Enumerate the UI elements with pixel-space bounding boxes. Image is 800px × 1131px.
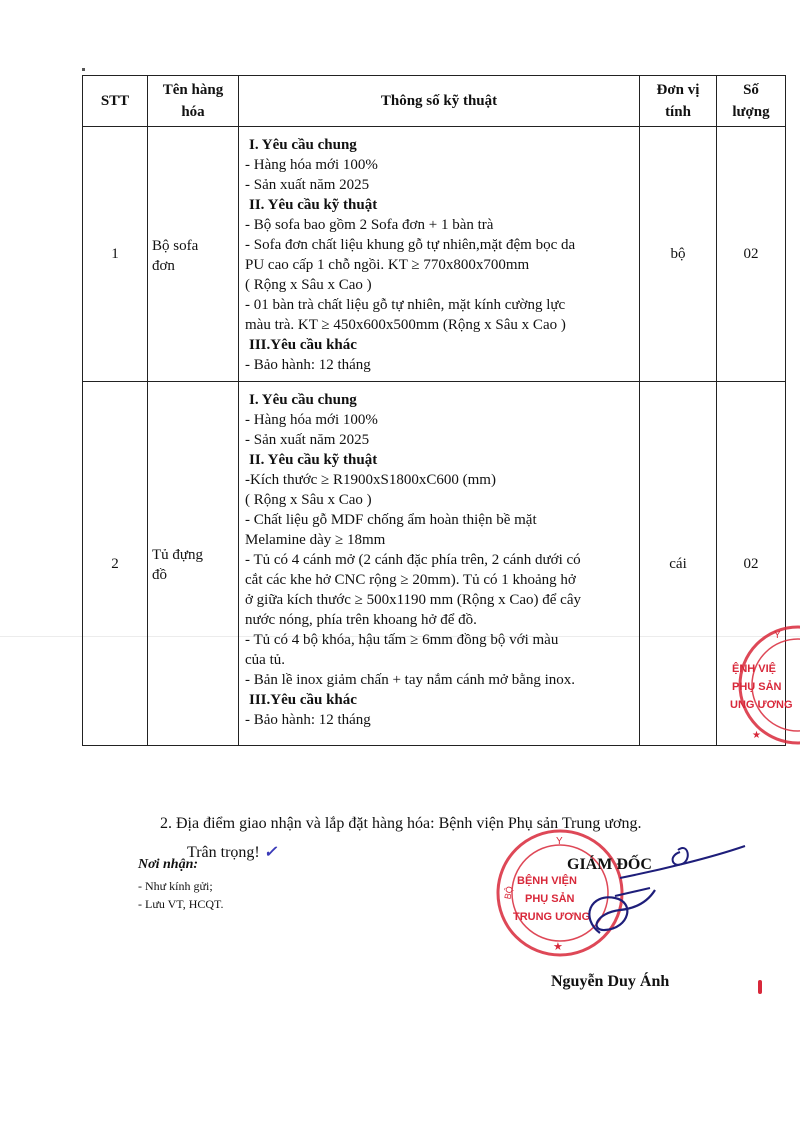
header-qty-line: lượng xyxy=(732,104,770,120)
spec-line: - Tủ có 4 bộ khóa, hậu tấm ≥ 6mm đồng bộ với màu xyxy=(245,632,559,648)
spec-line: PU cao cấp 1 chỗ ngồi. KT ≥ 770x800x700mm xyxy=(245,257,530,273)
delivery-location-note: 2. Địa điểm giao nhận và lắp đặt hàng hóa: Bệnh viện Phụ sản Trung ương. xyxy=(160,815,642,832)
spec-line: màu trà. KT ≥ 450x600x500mm (Rộng x Sâu x Cao ) xyxy=(245,317,566,333)
spec-heading: II. Yêu cầu kỹ thuật xyxy=(249,197,378,213)
spec-heading: III.Yêu cầu khác xyxy=(249,337,357,353)
stamp-text: PHỤ SẢN xyxy=(732,681,782,693)
stamp-star: ★ xyxy=(752,730,761,741)
stamp-text: TRUNG ƯƠNG xyxy=(513,911,591,923)
recipients-list xyxy=(138,877,224,913)
partial-stamp xyxy=(718,620,800,750)
header-qty-line: Số xyxy=(743,82,759,98)
table-header-row xyxy=(83,76,786,127)
recipient-item: - Như kính gửi; xyxy=(138,879,213,893)
row-unit: bộ xyxy=(640,127,717,382)
signer-title: GIÁM ĐỐC xyxy=(567,856,652,873)
spec-line: ( Rộng x Sâu x Cao ) xyxy=(245,492,372,508)
spec-heading: I. Yêu cầu chung xyxy=(249,392,357,408)
spec-line: ở giữa kích thước ≥ 500x1190 mm (Rộng x Cao) để cây xyxy=(245,592,581,608)
stamp-text: Y xyxy=(774,630,781,641)
row-specifications xyxy=(239,127,640,382)
item-name-line: Bộ sofa xyxy=(152,237,199,254)
spec-line: - Bảo hành: 12 tháng xyxy=(245,712,371,728)
spec-line: - 01 bàn trà chất liệu gỗ tự nhiên, mặt kính cường lực xyxy=(245,297,566,313)
signature-icon xyxy=(560,838,750,938)
stamp-star: ★ xyxy=(553,940,563,953)
header-specifications: Thông số kỹ thuật xyxy=(239,76,640,127)
header-item-name-line: Tên hàng xyxy=(162,82,224,98)
row-item-name xyxy=(148,127,239,382)
spec-heading: I. Yêu cầu chung xyxy=(249,137,357,153)
header-unit-line: Đơn vị xyxy=(656,82,700,98)
spec-line: - Bộ sofa bao gồm 2 Sofa đơn + 1 bàn trà xyxy=(245,217,494,233)
row-quantity: 02 xyxy=(717,127,786,382)
header-unit-line: tính xyxy=(665,104,691,120)
header-item-name-line: hóa xyxy=(181,104,205,120)
item-name-line: đồ xyxy=(152,567,167,583)
spec-line: - Chất liệu gỗ MDF chống ẩm hoàn thiện bề mặt xyxy=(245,512,537,528)
spec-line: - Bảo hành: 12 tháng xyxy=(245,357,371,373)
margin-tick xyxy=(82,68,85,71)
row-stt: 1 xyxy=(83,127,148,382)
header-item-name xyxy=(148,76,239,127)
item-name-line: Tủ đựng xyxy=(152,547,204,563)
header-quantity xyxy=(717,76,786,127)
recipients-title: Nơi nhận: xyxy=(138,857,199,872)
table-row xyxy=(83,127,786,382)
stamp-text: UNG ƯƠNG xyxy=(730,699,793,711)
stamp-text: Y xyxy=(556,836,563,847)
spec-line: của tủ. xyxy=(245,652,285,668)
header-stt: STT xyxy=(83,76,148,127)
spec-line: -Kích thước ≥ R1900xS1800xC600 (mm) xyxy=(245,472,496,488)
spec-line: - Tủ có 4 cánh mở (2 cánh đặc phía trên, 2 cánh dưới có xyxy=(245,552,581,568)
closing-text: Trân trọng! xyxy=(187,844,260,861)
spec-heading: III.Yêu cầu khác xyxy=(249,692,357,708)
spec-list xyxy=(245,390,633,730)
red-pen-mark xyxy=(758,980,762,994)
spec-line: - Hàng hóa mới 100% xyxy=(245,412,378,428)
specification-table xyxy=(82,75,786,746)
spec-line: nước nóng, phía trên khoang hở để đồ. xyxy=(245,612,477,628)
stamp-text: ỆNH VIỆ xyxy=(732,663,777,675)
spec-line: - Sản xuất năm 2025 xyxy=(245,177,370,193)
spec-list xyxy=(245,135,633,375)
stamp-text: BỘ xyxy=(502,885,515,900)
row-stt: 2 xyxy=(83,382,148,746)
stamp-text: BỆNH VIỆN xyxy=(517,875,577,887)
row-item-name xyxy=(148,382,239,746)
spec-line: - Sofa đơn chất liệu khung gỗ tự nhiên,mặt đệm bọc da xyxy=(245,237,576,253)
stamp-text: PHỤ SẢN xyxy=(525,893,575,905)
row-specifications xyxy=(239,382,640,746)
recipient-item: - Lưu VT, HCQT. xyxy=(138,897,224,911)
spec-line: - Sản xuất năm 2025 xyxy=(245,432,370,448)
table-row xyxy=(83,382,786,746)
spec-line: ( Rộng x Sâu x Cao ) xyxy=(245,277,372,293)
row-quantity: 02 xyxy=(717,382,786,746)
spec-line: cắt các khe hở CNC rộng ≥ 20mm). Tủ có 1 khoảng hở xyxy=(245,572,576,588)
spec-line: - Hàng hóa mới 100% xyxy=(245,157,378,173)
closing-line xyxy=(187,842,277,862)
check-mark-icon: ✓ xyxy=(263,844,278,861)
row-unit: cái xyxy=(640,382,717,746)
signer-name: Nguyễn Duy Ánh xyxy=(551,973,670,990)
spec-line: - Bản lề inox giảm chấn + tay nắm cánh mở bằng inox. xyxy=(245,672,576,688)
header-unit xyxy=(640,76,717,127)
spec-line: Melamine dày ≥ 18mm xyxy=(245,532,386,548)
item-name-line: đơn xyxy=(152,257,175,274)
spec-heading: II. Yêu cầu kỹ thuật xyxy=(249,452,378,468)
